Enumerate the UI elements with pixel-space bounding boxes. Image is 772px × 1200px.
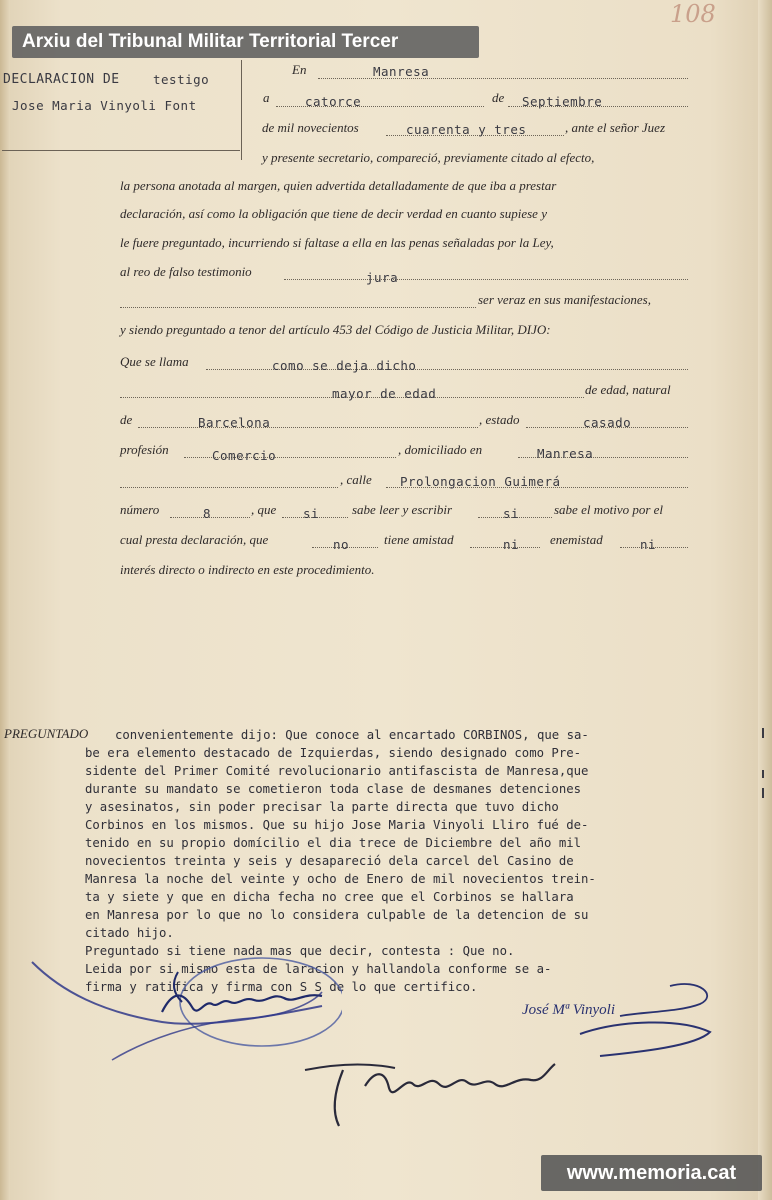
form-line-5: la persona anotada al margen, quien advertida detalladamente de que iba a prestar [120,178,557,193]
amistad-label: tiene amistad [384,532,454,547]
declaration-title: DECLARACION DE [3,72,120,87]
de-label: de [492,90,505,105]
motivo-label: sabe el motivo por el [554,502,664,517]
statement-line: ta y siete y que en dicha fecha no cree que el Corbinos se hallara [85,890,574,904]
witness-name: Jose Maria Vinyoli Font [12,98,197,113]
profesion-value: Comercio [212,448,277,463]
origin-de-label: de [120,412,133,427]
website-watermark-label: www.memoria.cat [541,1155,762,1191]
leer-value: si [303,506,320,521]
statement-line: citado hijo. [85,926,174,940]
cual-label: cual presta declaración, que [120,532,269,547]
oath-value: jura [366,270,399,285]
form-line-4: y presente secretario, compareció, previamente citado al efecto, [262,150,595,165]
page-left-edge [0,0,10,1200]
origin-line [138,427,478,428]
form-line-9: ser veraz en sus manifestaciones, [478,292,651,307]
place-value: Manresa [373,64,430,79]
closing-line: Leida por si mismo esta de laracion y hallandola conforme se a- [85,962,552,976]
age-value: mayor de edad [332,386,437,401]
year-label: de mil novecientos [262,120,359,135]
statement-line: durante su mandato se cometieron toda clase de desmanes detenciones [85,782,582,796]
day-value: catorce [305,94,362,109]
enemistad-value: ni [640,537,657,552]
ink-stamp-and-signature [22,952,342,1072]
statement-line: novecientos treinta y seis y desapareció dela carcel del Casino de [85,854,574,868]
witness-signature: José Mª Vinyoli [522,1002,615,1018]
margin-divider-vertical [241,60,242,160]
year-value: cuarenta y tres [406,122,527,137]
statement-line: en Manresa por lo que no lo considera culpable de la detencion de su [85,908,589,922]
form-line-7: le fuere preguntado, incurriendo si faltase a ella en las penas señaladas por la Ley, [120,235,554,250]
origin-value: Barcelona [198,415,271,430]
margin-divider-horizontal [2,150,240,151]
margin-marks [758,726,770,806]
preguntado-label: PREGUNTADO [4,726,89,741]
folio-number: 108 [670,0,716,28]
statement-line: tenido en su propio domícilio el dia trece de Diciembre del año mil [85,836,582,850]
domicilio-label: , domiciliado en [398,442,483,457]
que-label: , que [251,502,277,517]
estado-value: casado [583,415,632,430]
age-label: de edad, natural [585,382,671,397]
interes-label: interés directo o indirecto en este procedimiento. [120,562,375,577]
numero-label: número [120,502,160,517]
statement-line: Corbinos en los mismos. Que su hijo Jose Maria Vinyoli Lliro fué de- [85,818,589,832]
oath-continuation-line [120,307,476,308]
page-right-edge [758,0,772,1200]
month-value: Septiembre [522,94,603,109]
estado-label: , estado [479,412,520,427]
leer-label: sabe leer y escribir [352,502,453,517]
closing-line: Preguntado si tiene nada mas que decir, contesta : Que no. [85,944,515,958]
statement-line: y asesinatos, sin poder precisar la parte directa que tuvo dicho [85,800,559,814]
calle-value: Prolongacion Guimerá [400,474,561,489]
motivo-value: si [503,506,520,521]
declaration-type: testigo [153,72,210,87]
numero-value: 8 [203,506,212,521]
statement-line: convenientemente dijo: Que conoce al encartado CORBINOS, que sa- [115,728,589,742]
amistad2-value: ni [503,537,520,552]
calle-label: , calle [340,472,372,487]
archive-watermark-label: Arxiu del Tribunal Militar Territorial Tercer [12,26,479,58]
witness-signature-flourish [520,972,720,1062]
form-line-10: y siendo preguntado a tenor del artículo 453 del Código de Justicia Militar, DIJO: [120,322,551,337]
enemistad-label: enemistad [550,532,603,547]
name-label: Que se llama [120,354,189,369]
a-label: a [263,90,270,105]
domicilio-value: Manresa [537,446,594,461]
statement-line: be era elemento destacado de Izquierdas, siendo designado como Pre- [85,746,582,760]
amistad-value: no [333,537,350,552]
oath-line [284,279,688,280]
closing-line: firma y ratifica y firma con S S de lo que certifico. [85,980,478,994]
judge-label: , ante el señor Juez [565,120,666,135]
calle-leader-line [120,487,338,488]
form-line-6: declaración, así como la obligación que tiene de decir verdad en cuanto supiese y [120,206,547,221]
statement-line: sidente del Primer Comité revolucionario antifascista de Manresa,que [85,764,589,778]
profesion-label: profesión [120,442,169,457]
name-value: como se deja dicho [272,358,417,373]
en-label: En [292,62,307,77]
statement-line: Manresa la noche del veinte y ocho de Enero de mil novecientos trein- [85,872,596,886]
form-line-8: al reo de falso testimonio [120,264,252,279]
